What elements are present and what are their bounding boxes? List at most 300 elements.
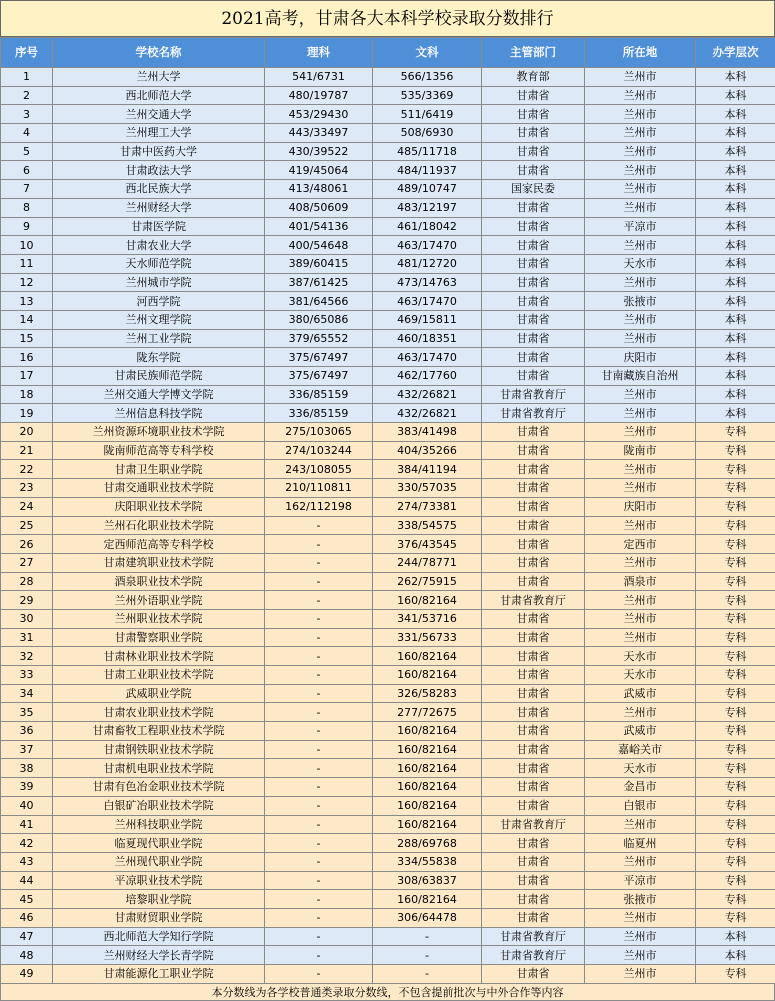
table-row [1,908,775,927]
cell-index: 14 [1,310,53,329]
table-row [1,684,775,703]
cell-index: 8 [1,198,53,217]
cell-arts: 511/6419 [373,105,482,124]
cell-authority: 甘肃省 [482,254,585,273]
cell-science: - [265,722,373,741]
cell-arts: 463/17470 [373,348,482,367]
cell-level: 专科 [696,460,775,479]
cell-school: 陇南师范高等专科学校 [53,441,265,460]
cell-school: 临夏现代职业学院 [53,834,265,853]
cell-authority: 甘肃省 [482,497,585,516]
cell-authority: 甘肃省 [482,86,585,105]
cell-science: 375/67497 [265,348,373,367]
cell-location: 甘南藏族自治州 [585,367,696,386]
cell-authority: 甘肃省 [482,292,585,311]
cell-science: 401/54136 [265,217,373,236]
table-row [1,423,775,442]
cell-arts: 244/78771 [373,553,482,572]
cell-science: - [265,553,373,572]
cell-arts: 331/56733 [373,628,482,647]
cell-index: 47 [1,927,53,946]
cell-index: 25 [1,516,53,535]
cell-school: 兰州交通大学博文学院 [53,385,265,404]
cell-science: - [265,759,373,778]
cell-level: 本科 [696,292,775,311]
cell-school: 西北师范大学知行学院 [53,927,265,946]
cell-index: 39 [1,778,53,797]
cell-location: 临夏州 [585,834,696,853]
table-row [1,236,775,255]
cell-science: 419/45064 [265,161,373,180]
cell-science: 243/108055 [265,460,373,479]
sheet-title: 2021高考，甘肃各大本科学校录取分数排行 [0,0,775,37]
cell-location: 兰州市 [585,68,696,87]
cell-location: 兰州市 [585,198,696,217]
cell-school: 白银矿冶职业技术学院 [53,796,265,815]
cell-index: 17 [1,367,53,386]
cell-location: 兰州市 [585,852,696,871]
cell-location: 庆阳市 [585,497,696,516]
cell-school: 甘肃政法大学 [53,161,265,180]
cell-index: 49 [1,965,53,984]
cell-arts: 473/14763 [373,273,482,292]
cell-authority: 甘肃省 [482,441,585,460]
cell-location: 兰州市 [585,404,696,423]
cell-authority: 甘肃省 [482,722,585,741]
table-row [1,161,775,180]
cell-index: 20 [1,423,53,442]
cell-index: 7 [1,180,53,199]
cell-science: - [265,815,373,834]
cell-school: 甘肃警察职业学院 [53,628,265,647]
cell-level: 本科 [696,68,775,87]
cell-level: 本科 [696,180,775,199]
cell-level: 专科 [696,572,775,591]
cell-index: 3 [1,105,53,124]
cell-school: 兰州财经大学长青学院 [53,946,265,965]
cell-school: 天水师范学院 [53,254,265,273]
cell-school: 甘肃建筑职业技术学院 [53,553,265,572]
table-row [1,479,775,498]
cell-science: 336/85159 [265,385,373,404]
cell-level: 专科 [696,591,775,610]
cell-level: 专科 [696,965,775,984]
cell-index: 13 [1,292,53,311]
cell-arts: 160/82164 [373,666,482,685]
cell-science: 210/110811 [265,479,373,498]
cell-science: - [265,591,373,610]
cell-science: 443/33497 [265,124,373,143]
cell-school: 甘肃林业职业技术学院 [53,647,265,666]
table-row [1,124,775,143]
cell-authority: 甘肃省 [482,553,585,572]
cell-index: 23 [1,479,53,498]
cell-location: 兰州市 [585,628,696,647]
cell-arts: 432/26821 [373,385,482,404]
cell-level: 专科 [696,535,775,554]
cell-authority: 甘肃省 [482,778,585,797]
table-row [1,796,775,815]
cell-level: 专科 [696,815,775,834]
cell-index: 29 [1,591,53,610]
table-row [1,572,775,591]
cell-arts: 535/3369 [373,86,482,105]
cell-school: 甘肃钢铁职业技术学院 [53,740,265,759]
cell-level: 专科 [696,908,775,927]
table-row [1,553,775,572]
cell-index: 21 [1,441,53,460]
cell-index: 18 [1,385,53,404]
cell-level: 专科 [696,516,775,535]
table-row [1,254,775,273]
cell-arts: 326/58283 [373,684,482,703]
cell-school: 庆阳职业技术学院 [53,497,265,516]
cell-authority: 国家民委 [482,180,585,199]
cell-index: 37 [1,740,53,759]
cell-arts: 463/17470 [373,292,482,311]
cell-school: 兰州职业技术学院 [53,609,265,628]
cell-science: 274/103244 [265,441,373,460]
cell-level: 专科 [696,628,775,647]
cell-science: - [265,572,373,591]
cell-index: 33 [1,666,53,685]
header-index: 序号 [1,38,53,68]
cell-authority: 甘肃省 [482,423,585,442]
cell-location: 兰州市 [585,105,696,124]
cell-authority: 甘肃省 [482,479,585,498]
cell-arts: - [373,946,482,965]
cell-index: 10 [1,236,53,255]
cell-level: 专科 [696,778,775,797]
cell-school: 西北师范大学 [53,86,265,105]
cell-location: 庆阳市 [585,348,696,367]
cell-science: - [265,834,373,853]
cell-school: 兰州文理学院 [53,310,265,329]
cell-science: 380/65086 [265,310,373,329]
cell-location: 兰州市 [585,703,696,722]
footer-note: 本分数线为各学校普通类录取分数线，不包含提前批次与中外合作等内容 [0,984,775,1001]
table-row [1,666,775,685]
table-row [1,348,775,367]
cell-authority: 甘肃省 [482,684,585,703]
table-row [1,198,775,217]
cell-location: 兰州市 [585,591,696,610]
cell-school: 兰州大学 [53,68,265,87]
cell-level: 本科 [696,105,775,124]
cell-science: - [265,628,373,647]
cell-school: 甘肃卫生职业学院 [53,460,265,479]
table-row [1,441,775,460]
cell-index: 11 [1,254,53,273]
cell-science: 275/103065 [265,423,373,442]
cell-index: 19 [1,404,53,423]
table-row [1,852,775,871]
cell-level: 本科 [696,310,775,329]
cell-science: - [265,890,373,909]
cell-level: 专科 [696,834,775,853]
cell-index: 38 [1,759,53,778]
table-row [1,965,775,984]
cell-arts: 306/64478 [373,908,482,927]
cell-level: 本科 [696,161,775,180]
cell-level: 本科 [696,404,775,423]
cell-science: 387/61425 [265,273,373,292]
table-row [1,86,775,105]
table-body [1,68,775,984]
cell-location: 武威市 [585,722,696,741]
cell-arts: 484/11937 [373,161,482,180]
cell-index: 22 [1,460,53,479]
cell-arts: 469/15811 [373,310,482,329]
cell-authority: 甘肃省 [482,105,585,124]
cell-arts: 483/12197 [373,198,482,217]
cell-index: 26 [1,535,53,554]
cell-arts: 330/57035 [373,479,482,498]
cell-school: 甘肃医学院 [53,217,265,236]
cell-authority: 甘肃省 [482,142,585,161]
table-row [1,180,775,199]
cell-school: 甘肃交通职业技术学院 [53,479,265,498]
cell-location: 兰州市 [585,180,696,199]
cell-authority: 甘肃省 [482,666,585,685]
cell-location: 兰州市 [585,273,696,292]
cell-level: 本科 [696,273,775,292]
cell-arts: 160/82164 [373,890,482,909]
cell-authority: 甘肃省 [482,740,585,759]
cell-authority: 甘肃省教育厅 [482,404,585,423]
cell-index: 2 [1,86,53,105]
cell-school: 兰州现代职业学院 [53,852,265,871]
cell-school: 甘肃能源化工职业学院 [53,965,265,984]
table-row [1,740,775,759]
cell-location: 天水市 [585,759,696,778]
cell-location: 兰州市 [585,815,696,834]
cell-authority: 甘肃省教育厅 [482,815,585,834]
table-row [1,497,775,516]
cell-authority: 甘肃省 [482,367,585,386]
cell-index: 44 [1,871,53,890]
cell-location: 白银市 [585,796,696,815]
table-row [1,404,775,423]
cell-level: 本科 [696,86,775,105]
cell-level: 专科 [696,759,775,778]
cell-location: 天水市 [585,254,696,273]
cell-arts: 274/73381 [373,497,482,516]
cell-school: 定西师范高等专科学校 [53,535,265,554]
cell-arts: 160/82164 [373,778,482,797]
cell-location: 兰州市 [585,553,696,572]
table-row [1,946,775,965]
table-row [1,367,775,386]
cell-science: - [265,965,373,984]
cell-level: 专科 [696,479,775,498]
cell-science: 453/29430 [265,105,373,124]
cell-science: 430/39522 [265,142,373,161]
cell-location: 平凉市 [585,871,696,890]
cell-science: 408/50609 [265,198,373,217]
cell-arts: 160/82164 [373,722,482,741]
cell-location: 兰州市 [585,516,696,535]
header-science: 理科 [265,38,373,68]
cell-level: 专科 [696,722,775,741]
cell-authority: 甘肃省 [482,310,585,329]
cell-school: 平凉职业技术学院 [53,871,265,890]
cell-index: 12 [1,273,53,292]
cell-arts: 334/55838 [373,852,482,871]
cell-level: 专科 [696,852,775,871]
cell-arts: 338/54575 [373,516,482,535]
header-authority: 主管部门 [482,38,585,68]
table-row [1,647,775,666]
cell-arts: 566/1356 [373,68,482,87]
cell-location: 兰州市 [585,908,696,927]
cell-index: 45 [1,890,53,909]
cell-level: 本科 [696,927,775,946]
table-row [1,591,775,610]
cell-school: 甘肃工业职业技术学院 [53,666,265,685]
cell-authority: 甘肃省 [482,965,585,984]
table-row [1,609,775,628]
table-row [1,703,775,722]
cell-index: 4 [1,124,53,143]
cell-authority: 甘肃省 [482,124,585,143]
cell-school: 兰州资源环境职业技术学院 [53,423,265,442]
table-row [1,105,775,124]
cell-authority: 甘肃省 [482,834,585,853]
cell-location: 天水市 [585,666,696,685]
cell-location: 兰州市 [585,310,696,329]
cell-authority: 甘肃省 [482,852,585,871]
cell-arts: - [373,927,482,946]
header-location: 所在地 [585,38,696,68]
cell-level: 本科 [696,385,775,404]
cell-authority: 甘肃省 [482,908,585,927]
cell-authority: 甘肃省 [482,273,585,292]
cell-school: 陇东学院 [53,348,265,367]
cell-index: 15 [1,329,53,348]
cell-index: 16 [1,348,53,367]
cell-school: 西北民族大学 [53,180,265,199]
cell-arts: 277/72675 [373,703,482,722]
cell-level: 本科 [696,217,775,236]
cell-school: 兰州外语职业学院 [53,591,265,610]
cell-arts: 262/75915 [373,572,482,591]
cell-location: 兰州市 [585,965,696,984]
cell-level: 本科 [696,124,775,143]
table-row [1,778,775,797]
cell-index: 46 [1,908,53,927]
cell-arts: 383/41498 [373,423,482,442]
cell-authority: 甘肃省 [482,535,585,554]
cell-science: - [265,516,373,535]
cell-index: 31 [1,628,53,647]
cell-location: 兰州市 [585,927,696,946]
cell-level: 本科 [696,254,775,273]
header-row [1,38,775,68]
cell-level: 专科 [696,666,775,685]
cell-index: 24 [1,497,53,516]
cell-index: 27 [1,553,53,572]
cell-science: - [265,778,373,797]
table-row [1,834,775,853]
table-row [1,310,775,329]
cell-school: 甘肃民族师范学院 [53,367,265,386]
cell-school: 兰州理工大学 [53,124,265,143]
cell-arts: 160/82164 [373,740,482,759]
cell-arts: 481/12720 [373,254,482,273]
cell-level: 专科 [696,703,775,722]
cell-science: 413/48061 [265,180,373,199]
cell-arts: 160/82164 [373,796,482,815]
cell-authority: 甘肃省 [482,796,585,815]
cell-index: 9 [1,217,53,236]
cell-location: 兰州市 [585,946,696,965]
cell-authority: 教育部 [482,68,585,87]
cell-location: 陇南市 [585,441,696,460]
cell-authority: 甘肃省 [482,460,585,479]
cell-science: - [265,871,373,890]
cell-arts: 308/63837 [373,871,482,890]
cell-school: 酒泉职业技术学院 [53,572,265,591]
cell-science: 389/60415 [265,254,373,273]
cell-school: 兰州信息科技学院 [53,404,265,423]
cell-science: - [265,666,373,685]
cell-science: - [265,535,373,554]
cell-science: 400/54648 [265,236,373,255]
cell-school: 武威职业学院 [53,684,265,703]
cell-authority: 甘肃省 [482,161,585,180]
cell-school: 甘肃有色冶金职业技术学院 [53,778,265,797]
cell-school: 兰州交通大学 [53,105,265,124]
cell-authority: 甘肃省 [482,759,585,778]
cell-location: 兰州市 [585,479,696,498]
cell-location: 张掖市 [585,890,696,909]
cell-arts: 376/43545 [373,535,482,554]
cell-location: 兰州市 [585,142,696,161]
cell-arts: 462/17760 [373,367,482,386]
cell-school: 兰州石化职业技术学院 [53,516,265,535]
cell-level: 专科 [696,423,775,442]
table-row [1,516,775,535]
cell-location: 张掖市 [585,292,696,311]
cell-level: 专科 [696,609,775,628]
cell-authority: 甘肃省教育厅 [482,946,585,965]
cell-index: 42 [1,834,53,853]
cell-index: 40 [1,796,53,815]
cell-location: 兰州市 [585,423,696,442]
table-row [1,385,775,404]
cell-school: 兰州财经大学 [53,198,265,217]
cell-arts: 463/17470 [373,236,482,255]
cell-authority: 甘肃省 [482,236,585,255]
cell-authority: 甘肃省 [482,890,585,909]
cell-authority: 甘肃省 [482,871,585,890]
cell-level: 专科 [696,553,775,572]
cell-location: 兰州市 [585,161,696,180]
header-school: 学校名称 [53,38,265,68]
cell-school: 甘肃农业大学 [53,236,265,255]
cell-authority: 甘肃省 [482,609,585,628]
cell-authority: 甘肃省 [482,329,585,348]
cell-location: 兰州市 [585,460,696,479]
cell-location: 武威市 [585,684,696,703]
cell-index: 5 [1,142,53,161]
cell-arts: 404/35266 [373,441,482,460]
cell-level: 本科 [696,348,775,367]
cell-level: 本科 [696,236,775,255]
cell-authority: 甘肃省 [482,516,585,535]
cell-index: 43 [1,852,53,871]
